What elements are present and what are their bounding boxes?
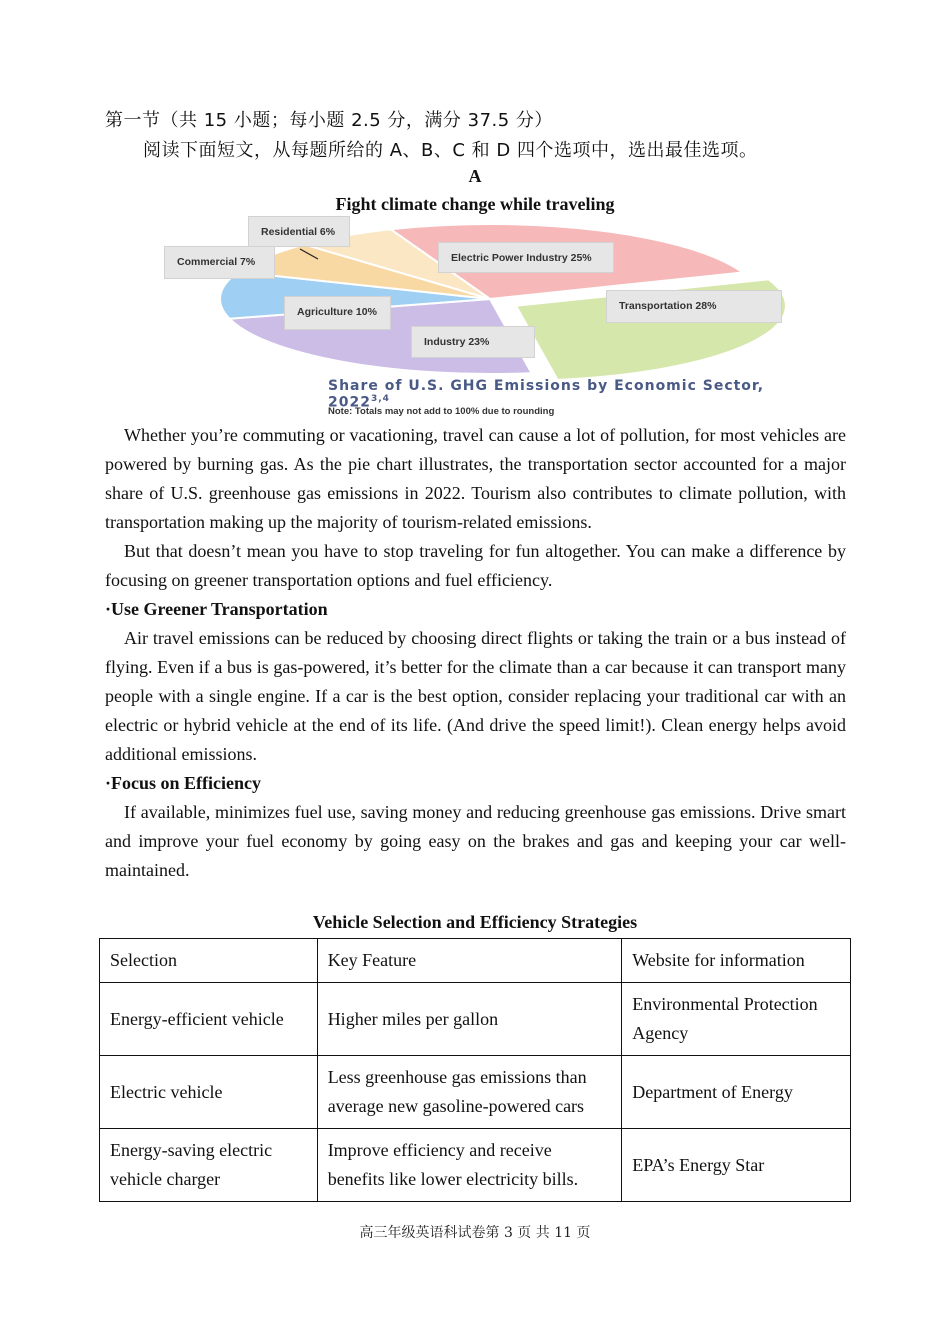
table-cell: Energy-efficient vehicle [100,983,318,1056]
table-cell: Improve efficiency and receive benefits like lower electricity bills. [317,1129,622,1202]
table-cell: Higher miles per gallon [317,983,622,1056]
strategies-table [99,938,851,1202]
chart-note: Note: Totals may not add to 100% due to rounding [328,406,555,417]
label-agriculture: Agriculture 10% [284,296,391,330]
table-header-row [100,939,851,983]
instructions: 阅读下面短文，从每题所给的 A、B、C 和 D 四个选项中，选出最佳选项。 [143,140,758,161]
chart-title: Share of U.S. GHG Emissions by Economic Sector, 2022 [328,378,765,411]
header-key-feature: Key Feature [317,939,622,983]
label-commercial: Commercial 7% [164,246,275,279]
label-transportation: Transportation 28% [606,290,782,323]
passage-body [105,421,846,885]
passage-letter: A [468,166,482,186]
section-heading: 第一节（共 15 小题；每小题 2.5 分，满分 37.5 分） [105,110,553,131]
paragraph-2: But that doesn’t mean you have to stop traveling for fun altogether. You can make a difference by focusing on greener transportation options and fuel efficiency. [105,541,846,590]
subheading-efficiency: ·Focus on Efficiency [105,773,261,793]
passage-title: Fight climate change while traveling [335,194,615,214]
table-cell: Energy-saving electric vehicle charger [100,1129,318,1202]
table-row [100,983,851,1056]
emissions-pie-chart [160,214,820,420]
label-residential: Residential 6% [248,216,350,247]
table-cell: Electric vehicle [100,1056,318,1129]
table-title: Vehicle Selection and Efficiency Strategies [312,912,638,932]
table-cell: EPA’s Energy Star [622,1129,851,1202]
paragraph-4: If available, minimizes fuel use, saving money and reducing greenhouse gas emissions. Drive smart and improve your fuel economy by going easy on the brakes and gas and keeping your car well-maintained. [105,802,846,880]
subheading-greener-transportation: ·Use Greener Transportation [105,599,328,619]
label-electric-power: Electric Power Industry 25% [438,242,614,273]
label-industry: Industry 23% [411,326,535,358]
table-cell: Environmental Protection Agency [622,983,851,1056]
paragraph-1: Whether you’re commuting or vacationing, travel can cause a lot of pollution, for most vehicles are powered by burning gas. As the pie chart illustrates, the transportation sector accounted for a major share of U.S. greenhouse gas emissions in 2022. Tourism also contributes to climate pollution, with transportation making up the majority of tourism-related emissions. [105,425,846,532]
page-footer: 高三年级英语科试卷第 3 页 共 11 页 [359,1225,591,1241]
paragraph-3: Air travel emissions can be reduced by choosing direct flights or taking the train or a bus instead of flying. Even if a bus is gas-powered, it’s better for the climate than a car because it can transport many people with a single engine. If a car is the best option, consider replacing your traditional car with an electric or hybrid vehicle at the end of its life. (And drive the speed limit!). Clean energy helps avoid additional emissions. [105,628,846,764]
table-cell: Department of Energy [622,1056,851,1129]
table-row [100,1129,851,1202]
header-website: Website for information [622,939,851,983]
table-cell: Less greenhouse gas emissions than average new gasoline-powered cars [317,1056,622,1129]
chart-title-superscript: 3,4 [370,394,390,404]
header-selection: Selection [100,939,318,983]
table-row [100,1056,851,1129]
